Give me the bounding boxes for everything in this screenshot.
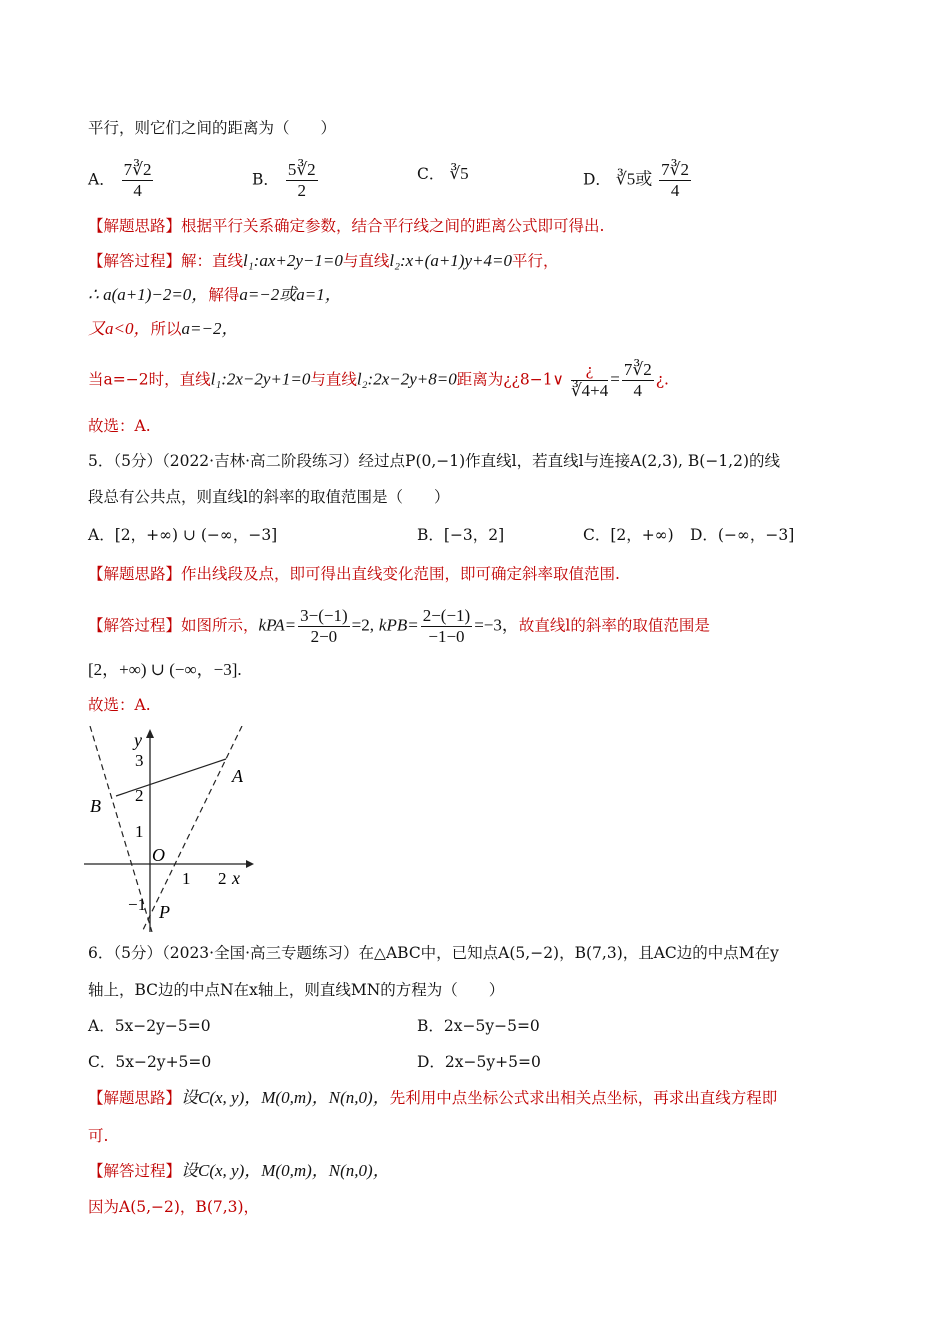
option-d-label: D．: [583, 170, 611, 189]
slope-pb-denominator: −1−0: [428, 627, 465, 646]
step-4-fraction: [571, 360, 608, 401]
slope-pa-numerator: 3−(−1): [300, 606, 348, 625]
q5-option-a: A．[2，+∞) ∪ (−∞，−3]: [88, 526, 278, 544]
step-4-l2: l₂:2x−2y+8=0: [356, 369, 457, 389]
tick-y-minus1: −1: [128, 895, 147, 914]
tick-y-3: 3: [135, 751, 144, 770]
q4-step-3: [88, 317, 238, 341]
q6-stem-line-1: 6．（5分）（2023·全国·高三专题练习）在△ABC中，已知点A(5,−2)，B(7,3)，且AC边的中点M在y: [88, 944, 779, 962]
slope-pb-result: =−3，: [474, 615, 519, 635]
option-a-label: A．: [88, 170, 115, 189]
process-variables: 设C(x, y)，M(0,m)，N(n,0)，: [181, 1161, 390, 1180]
step-2-result: a=−2或a=1，: [239, 285, 342, 304]
q6-stem-line-2: 轴上，BC边的中点N在x轴上，则直线MN的方程为（ ）: [88, 981, 505, 999]
step-4-l1: l₁:2x−2y+1=0: [210, 369, 311, 389]
step-4-result-numerator: 7∛2: [623, 360, 652, 379]
step-4-denominator: ∛4+4: [570, 381, 609, 400]
process-connector: 与直线: [342, 252, 390, 270]
option-b-fraction: [286, 160, 318, 201]
idea-text: 先利用中点坐标公式求出相关点坐标，再求出直线方程即: [389, 1089, 778, 1107]
slope-pb-label: kPB=: [378, 615, 419, 635]
origin-label: O: [152, 845, 165, 865]
line-l1-equation: l₁:ax+2y−1=0: [243, 251, 343, 270]
question-intro: 平行，则它们之间的距离为（ ）: [88, 119, 337, 137]
process-text: 如图所示，: [181, 616, 259, 635]
q5-option-c: C．[2，+∞): [583, 526, 674, 544]
segment-ab: [116, 759, 226, 796]
option-b-numerator: 5∛2: [287, 160, 316, 179]
slope-pa-label: kPA=: [258, 615, 297, 635]
option-d-fraction: [659, 160, 691, 201]
point-a-label: A: [232, 766, 243, 786]
step-4-result-denominator: 4: [633, 381, 643, 400]
point-b-label: B: [90, 796, 101, 816]
step-4-distance: 距离为¿¿8−1∨: [456, 370, 564, 389]
q6-solution-idea: [88, 1086, 777, 1110]
step-3-result: a=−2，: [181, 319, 239, 338]
idea-text: 根据平行关系确定参数，结合平行线之间的距离公式即可得出.: [181, 217, 605, 235]
option-c-value: ∛5: [449, 164, 469, 183]
option-a-denominator: 4: [133, 181, 142, 200]
slope-pa-denominator: 2−0: [310, 627, 338, 646]
process-tag: 【解答过程】: [88, 616, 182, 635]
point-p-label: P: [159, 902, 170, 922]
q4-step-4: [88, 360, 669, 401]
q5-option-d: D．(−∞，−3]: [690, 526, 795, 544]
process-parallel: 平行，: [511, 252, 559, 270]
q5-option-b: B．[−3，2]: [417, 526, 505, 544]
option-a-numerator: 7∛2: [123, 160, 152, 179]
q6-solution-idea-cont: 可.: [88, 1127, 109, 1145]
option-c-label: C．: [417, 165, 445, 183]
option-d-numerator: 7∛2: [661, 160, 689, 179]
y-axis-label: y: [134, 730, 142, 750]
option-b: [252, 160, 320, 201]
step-2-text: 解得: [208, 286, 240, 304]
q4-solution-process: [88, 249, 558, 273]
q6-option-a: A．5x−2y−5=0: [88, 1017, 211, 1035]
step-4-result-fraction: [622, 360, 654, 401]
slope-pb-numerator: 2−(−1): [422, 606, 471, 625]
option-d-prefix: ∛5或: [615, 169, 653, 189]
step-4-numerator: ¿: [571, 360, 608, 381]
q5-stem-line-1: 5．（5分）（2022·吉林·高二阶段练习）经过点P(0,−1)作直线l，若直线l与连接A(2,3), B(−1,2)的线: [88, 452, 781, 470]
q4-step-2: [88, 283, 342, 307]
q4-answer: 故选：A.: [88, 417, 151, 435]
x-axis-arrow-icon: [246, 860, 254, 868]
step-2-equation: ∴ a(a+1)−2=0，: [88, 285, 209, 304]
option-d: [583, 160, 693, 201]
step-3-condition: 又a<0，: [88, 319, 151, 338]
idea-tag: 【解题思路】: [88, 217, 182, 235]
option-d-denominator: 4: [670, 181, 680, 200]
process-conclusion: 故直线l的斜率的取值范围是: [518, 616, 710, 635]
q5-solution-idea: [88, 562, 620, 586]
process-tag: 【解答过程】: [88, 252, 182, 270]
step-4-end: ¿.: [655, 370, 669, 389]
q4-solution-idea: [88, 214, 604, 238]
slope-pa-fraction: [298, 606, 350, 647]
option-c: [417, 162, 469, 186]
process-text: 解：直线: [181, 252, 244, 270]
x-axis-label: x: [232, 868, 240, 888]
idea-variables: 设C(x, y)，M(0,m)，N(n,0)，: [181, 1088, 390, 1107]
step-3-text: 所以: [150, 320, 182, 338]
q6-solution-process: [88, 1159, 390, 1183]
q6-option-b: B．2x−5y−5=0: [417, 1017, 540, 1035]
option-b-label: B．: [252, 170, 279, 189]
step-4-connector: 与直线: [310, 370, 357, 389]
process-tag: 【解答过程】: [88, 1162, 182, 1180]
tick-x-1: 1: [182, 869, 191, 888]
q5-stem-line-2: 段总有公共点，则直线l的斜率的取值范围是（ ）: [88, 488, 450, 506]
q6-option-d: D．2x−5y+5=0: [417, 1053, 541, 1071]
q6-process-line-2: 因为A(5,−2)，B(7,3)，: [88, 1198, 260, 1216]
option-b-denominator: 2: [297, 181, 306, 200]
step-4-text: 当a=−2时，直线: [88, 370, 211, 389]
option-a: [88, 160, 155, 201]
idea-tag: 【解题思路】: [88, 565, 182, 583]
q5-range: [2，+∞) ∪ (−∞，−3].: [88, 660, 242, 679]
idea-tag: 【解题思路】: [88, 1089, 182, 1107]
q5-figure: [84, 726, 254, 932]
tick-x-2: 2: [218, 869, 227, 888]
slope-pa-result: =2,: [351, 615, 374, 635]
step-4-equals: =: [610, 369, 620, 389]
q6-option-c: C．5x−2y+5=0: [88, 1053, 212, 1071]
q5-answer: 故选：A.: [88, 696, 151, 714]
idea-text: 作出线段及点，即可得出直线变化范围，即可确定斜率取值范围.: [181, 565, 620, 583]
line-l2-equation: l₂:x+(a+1)y+4=0: [389, 251, 512, 270]
option-a-fraction: [122, 160, 154, 201]
tick-y-2: 2: [135, 786, 144, 805]
slope-pb-fraction: [421, 606, 473, 647]
tick-y-1: 1: [135, 822, 144, 841]
dashed-line-pa: [142, 726, 242, 932]
y-axis-arrow-icon: [146, 729, 154, 738]
q5-solution-process: [88, 606, 710, 647]
